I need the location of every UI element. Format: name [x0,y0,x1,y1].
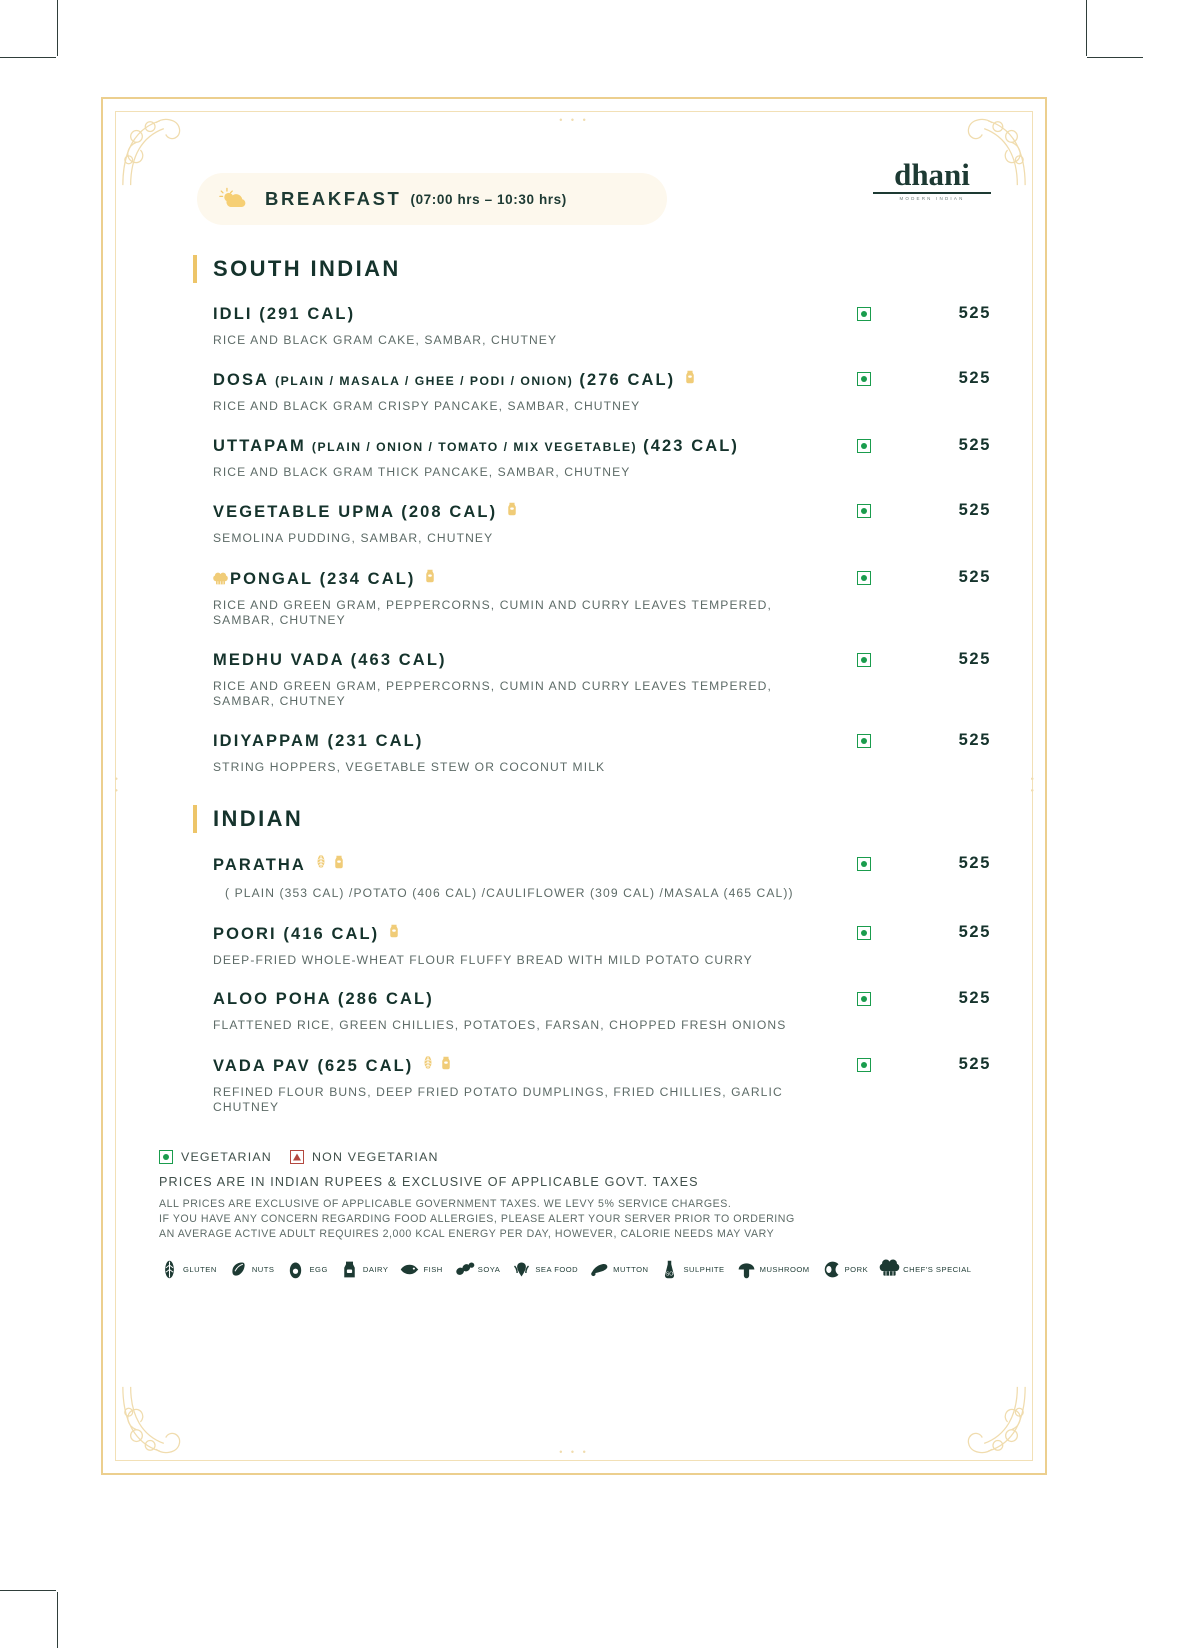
crop-mark-bottom-left-v [57,1592,58,1648]
menu-item-price: 525 [958,922,991,941]
meal-period-banner [197,173,667,225]
menu-item[interactable] [213,437,999,480]
allergen-legend-label: FISH [423,1264,443,1274]
menu-item-price: 525 [958,369,991,388]
mutton-icon [589,1259,610,1280]
allergen-legend-item [285,1259,327,1280]
menu-item-price: 525 [958,854,991,873]
diet-legend [159,1150,1005,1164]
nuts-icon [228,1259,249,1280]
allergen-legend-item [589,1259,648,1280]
menu-item[interactable] [213,651,999,710]
vegetarian-icon [857,734,871,753]
menu-item[interactable] [213,370,999,414]
menu-item-heading [213,305,999,324]
dairy-icon [388,923,400,938]
menu-item[interactable] [213,732,999,775]
allergen-badges [424,568,436,583]
vegetarian-icon [857,1058,871,1077]
menu-item-description: RICE AND BLACK GRAM CRISPY PANCAKE, SAMBAR, CHUTNEY [213,399,641,414]
vegetarian-icon [857,439,871,458]
crop-mark-bottom-left-h [0,1590,56,1591]
section-title: INDIAN [213,806,304,832]
menu-item-price: 525 [958,304,991,322]
allergen-legend-label: SULPHITE [683,1264,725,1274]
brand-logo [867,159,997,201]
menu-item-heading [213,651,999,670]
allergen-legend-label: EGG [309,1264,328,1274]
menu-item-price: 525 [958,567,991,586]
menu-item-name: IDIYAPPAM (231 CAL) [213,731,424,750]
allergen-legend-label: NUTS [251,1264,275,1274]
fish-icon [399,1259,420,1280]
menu-item-name: MEDHU VADA (463 CAL) [213,650,447,669]
section-header [193,805,1005,833]
menu-item-heading [213,569,999,589]
menu-item-description: FLATTENED RICE, GREEN CHILLIES, POTATOES, FARSAN, CHOPPED FRESH ONIONS [213,1018,787,1033]
gluten-icon [159,1259,180,1280]
menu-item[interactable] [213,855,999,901]
allergen-legend-label: PORK [844,1264,869,1274]
menu-item-description: STRING HOPPERS, VEGETABLE STEW OR COCONUT MILK [213,759,606,774]
menu-item-price: 525 [958,989,991,1008]
soya-icon [454,1259,475,1280]
menu-item-description: RICE AND GREEN GRAM, PEPPERCORNS, CUMIN AND CURRY LEAVES TEMPERED, SAMBAR, CHUTNEY [213,597,772,628]
vegetarian-icon [857,307,871,326]
menu-item[interactable] [213,569,999,629]
menu-item-calories: (423 CAL) [643,436,740,455]
menu-item-name: IDLI (291 CAL) [213,305,356,323]
crop-mark-top-right-h [1087,57,1143,58]
gluten-icon [422,1055,434,1070]
menu-item-description: RICE AND GREEN GRAM, PEPPERCORNS, CUMIN AND CURRY LEAVES TEMPERED, SAMBAR, CHUTNEY [213,678,772,709]
menu-item-heading [213,732,999,751]
chefs-special-icon [213,572,228,591]
egg-icon [285,1259,306,1280]
menu-item[interactable] [213,305,999,348]
menu-sheet [101,97,1047,1475]
menu-item-description: RICE AND BLACK GRAM CAKE, SAMBAR, CHUTNEY [213,333,558,347]
fine-print-line: ALL PRICES ARE EXCLUSIVE OF APPLICABLE GOVERNMENT TAXES. WE LEVY 5% SERVICE CHARGES. [159,1197,732,1210]
menu-item-heading [213,370,999,390]
allergen-badges [506,501,518,516]
price-note: PRICES ARE IN INDIAN RUPEES & EXCLUSIVE OF APPLICABLE GOVT. TAXES [159,1174,699,1189]
menu-item-price: 525 [958,730,991,749]
brand-tagline: MODERN INDIAN [899,196,965,201]
allergen-legend-item [821,1259,869,1280]
dairy-icon [424,568,436,583]
menu-item[interactable] [213,924,999,968]
dairy-icon [506,501,518,516]
border-ornament: • • • [559,115,589,125]
vegetarian-icon [857,571,871,590]
chefs-special-icon [879,1259,900,1280]
menu-item-heading [213,502,999,522]
allergen-legend-item [879,1259,971,1280]
meal-title: BREAKFAST [265,188,402,209]
menu-item-name: ALOO POHA (286 CAL) [213,990,434,1009]
menu-item-price: 525 [958,501,991,520]
menu-item-description: RICE AND BLACK GRAM THICK PANCAKE, SAMBAR, CHUTNEY [213,464,631,479]
menu-item[interactable] [213,502,999,546]
allergen-badges [315,854,345,869]
menu-item-name: DOSA [213,371,270,390]
svg-text:SO: SO [666,1271,674,1278]
menu-item-description: SEMOLINA PUDDING, SAMBAR, CHUTNEY [213,531,494,546]
menu-item[interactable] [213,990,999,1033]
menu-sections [147,255,1005,1116]
sea-food-icon [511,1259,532,1280]
menu-item-name: PONGAL (234 CAL) [230,569,416,588]
vegetarian-icon [857,992,871,1011]
non-vegetarian-label: NON VEGETARIAN [311,1149,439,1164]
menu-item-variants: (PLAIN / ONION / TOMATO / MIX VEGETABLE) [311,439,638,454]
menu-item-name: POORI (416 CAL) [213,924,380,943]
menu-item-heading [213,990,999,1009]
allergen-legend-label: CHEF'S SPECIAL [903,1264,972,1274]
vegetarian-icon [857,926,871,945]
allergen-legend-label: MUTTON [613,1264,649,1274]
menu-item[interactable] [213,1056,999,1116]
allergen-legend-item [228,1259,275,1280]
allergen-legend-item [659,1259,724,1280]
allergen-legend [159,1259,1005,1280]
menu-item-price: 525 [958,435,991,454]
crop-mark-top-left-v [57,0,58,56]
allergen-badges [388,923,400,938]
allergen-badges [684,369,696,384]
fine-print [159,1197,1005,1243]
vegetarian-icon [857,857,871,876]
chefs-special-icon [213,572,228,586]
menu-item-price: 525 [958,1054,991,1073]
menu-item-name: PARATHA [213,856,306,875]
fine-print-line: AN AVERAGE ACTIVE ADULT REQUIRES 2,000 KCAL ENERGY PER DAY, HOWEVER, CALORIE NEEDS MAY VARY [159,1228,775,1241]
allergen-legend-label: SOYA [477,1264,501,1274]
fine-print-line: IF YOU HAVE ANY CONCERN REGARDING FOOD ALLERGIES, PLEASE ALERT YOUR SERVER PRIOR TO ORDERING [159,1212,795,1225]
section-header [193,255,1005,283]
menu-item-calories: (276 CAL) [579,371,676,390]
border-ornament: • • • [559,1447,589,1457]
allergen-badges [422,1055,452,1070]
menu-item-heading [213,437,999,456]
border-ornament: • • [110,777,121,795]
section-accent-bar [193,805,197,833]
non-vegetarian-icon [290,1150,304,1164]
gluten-icon [315,854,327,869]
section-accent-bar [193,255,197,283]
menu-item-name: UTTAPAM [213,436,306,455]
allergen-legend-item [159,1259,217,1280]
menu-item-description: REFINED FLOUR BUNS, DEEP FRIED POTATO DUMPLINGS, FRIED CHILLIES, GARLIC CHUTNEY [213,1084,783,1115]
sulphite-icon [659,1259,680,1280]
menu-item-heading [213,855,999,875]
meal-time: (07:00 hrs – 10:30 hrs) [410,191,567,207]
menu-item-list [213,855,999,1115]
vegetarian-icon [857,653,871,672]
allergen-legend-item [511,1259,578,1280]
border-ornament: • • [1027,777,1038,795]
menu-item-variants: (PLAIN / MASALA / GHEE / PODI / ONION) [275,374,574,389]
pork-icon [821,1259,842,1280]
menu-item-description: DEEP-FRIED WHOLE-WHEAT FLOUR FLUFFY BREAD WITH MILD POTATO CURRY [213,952,753,967]
menu-footer [159,1150,1005,1280]
menu-item-heading [213,1056,999,1076]
allergen-legend-item [454,1259,501,1280]
allergen-legend-label: SEA FOOD [535,1264,579,1274]
dairy-icon [440,1055,452,1070]
vegetarian-icon [857,372,871,391]
menu-item-price: 525 [958,649,991,668]
allergen-legend-item [399,1259,442,1280]
menu-item-heading [213,924,999,944]
menu-content [147,143,1005,1451]
allergen-legend-label: MUSHROOM [759,1264,810,1274]
allergen-legend-label: GLUTEN [183,1264,217,1274]
brand-rule [873,192,991,194]
sun-cloud-icon [219,187,249,211]
allergen-legend-item [339,1259,389,1280]
vegetarian-label: VEGETARIAN [181,1149,272,1164]
mushroom-icon [736,1259,757,1280]
crop-mark-top-right-v [1086,0,1087,56]
dairy-icon [684,369,696,384]
menu-item-name: VEGETABLE UPMA (208 CAL) [213,503,498,522]
vegetarian-icon [857,504,871,523]
menu-item-list [213,305,999,775]
dairy-icon [339,1259,360,1280]
menu-item-subvariants: ( PLAIN (353 CAL) /POTATO (406 CAL) /CAULIFLOWER (309 CAL) /MASALA (465 CAL)) [225,886,794,901]
vegetarian-icon [159,1150,173,1164]
menu-item-name: VADA PAV (625 CAL) [213,1056,414,1075]
crop-mark-top-left-h [0,57,56,58]
dairy-icon [333,854,345,869]
allergen-legend-item [736,1259,810,1280]
section-title: SOUTH INDIAN [213,256,401,281]
brand-name: dhani [894,157,970,192]
allergen-legend-label: DAIRY [362,1264,389,1274]
